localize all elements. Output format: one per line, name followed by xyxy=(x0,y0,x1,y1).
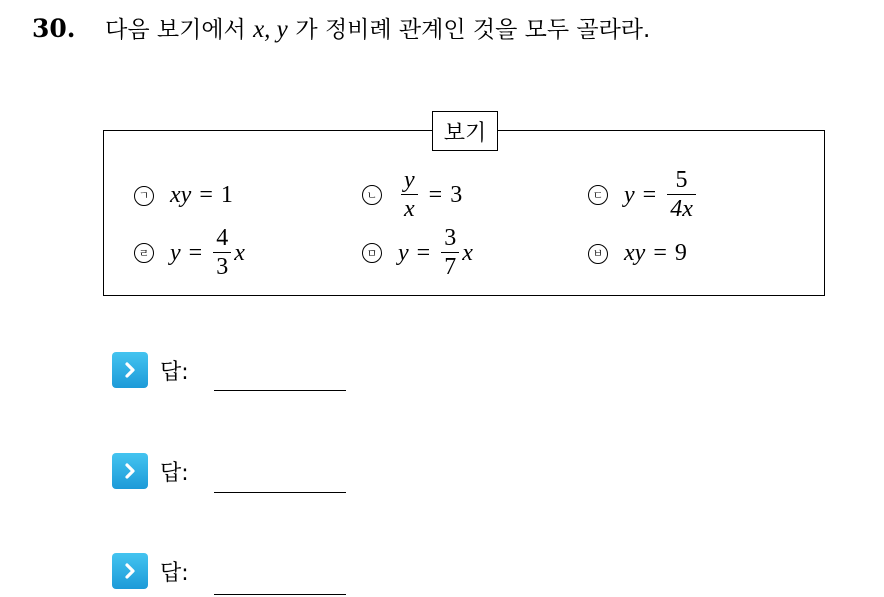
choice-marker: ㄹ xyxy=(134,243,154,263)
choice-equation xyxy=(170,226,245,280)
choice-item-6 xyxy=(588,240,687,267)
equals-sign: = xyxy=(416,239,431,266)
choice-equation xyxy=(624,168,699,222)
answer-label: 답: xyxy=(160,460,189,486)
fraction-numerator: 3 xyxy=(444,225,457,251)
equation-lhs: y xyxy=(624,181,635,208)
fraction-numerator: 5 xyxy=(675,167,688,193)
answer-label: 답: xyxy=(160,560,189,586)
chevron-right-icon xyxy=(112,553,148,589)
equals-sign: = xyxy=(188,239,203,266)
question-line xyxy=(32,12,650,47)
fraction xyxy=(667,168,696,222)
equation-lhs: xy xyxy=(624,240,646,266)
choice-item-3 xyxy=(588,168,699,222)
fraction xyxy=(401,168,418,222)
choice-item-4 xyxy=(134,226,245,280)
choice-marker: ㅁ xyxy=(362,243,382,263)
answer-row-2 xyxy=(112,453,189,489)
chevron-right-icon xyxy=(112,453,148,489)
equation-lhs: xy xyxy=(170,182,192,208)
equals-sign: = xyxy=(653,240,667,266)
fraction xyxy=(441,226,459,280)
choice-equation xyxy=(398,226,473,280)
choice-marker: ㄷ xyxy=(588,185,608,205)
choice-marker: ㄱ xyxy=(134,186,154,206)
fraction-numerator: 4 xyxy=(216,225,229,251)
answer-input-line-3[interactable] xyxy=(214,580,346,595)
choice-equation xyxy=(624,240,687,267)
choice-item-5 xyxy=(362,226,473,280)
question-number: 30. xyxy=(32,14,76,43)
equation-lhs: y xyxy=(398,239,409,266)
fraction-numerator: y xyxy=(404,167,415,193)
choice-marker: ㄴ xyxy=(362,185,382,205)
question-text-after: 가 정비례 관계인 것을 모두 골라라. xyxy=(295,17,651,43)
fraction-denominator: x xyxy=(401,194,418,222)
example-box-title: 보기 xyxy=(432,111,498,151)
fraction-denominator: 3 xyxy=(213,252,231,280)
answer-row-3 xyxy=(112,553,189,589)
equation-rhs: 9 xyxy=(674,240,687,266)
choice-marker: ㅂ xyxy=(588,244,608,264)
choice-equation xyxy=(170,182,233,209)
answer-input-line-1[interactable] xyxy=(214,376,346,391)
question-variables: x, y xyxy=(253,16,288,43)
equals-sign: = xyxy=(199,182,213,208)
choice-equation xyxy=(398,168,462,222)
fraction-denominator: 7 xyxy=(441,252,459,280)
chevron-right-icon xyxy=(112,352,148,388)
equals-sign: = xyxy=(642,181,657,208)
answer-row-1 xyxy=(112,352,189,388)
answer-input-line-2[interactable] xyxy=(214,478,346,493)
equation-lhs: y xyxy=(170,239,181,266)
equals-sign: = xyxy=(428,181,443,208)
equation-tail: x xyxy=(462,239,473,266)
equation-rhs: 1 xyxy=(220,182,233,208)
fraction xyxy=(213,226,231,280)
equation-rhs: 3 xyxy=(450,181,463,208)
choice-item-2 xyxy=(362,168,462,222)
question-text-before: 다음 보기에서 xyxy=(105,17,254,43)
choice-item-1 xyxy=(134,182,233,209)
fraction-denominator: 4x xyxy=(667,194,696,222)
answer-label: 답: xyxy=(160,359,189,385)
equation-tail: x xyxy=(234,239,245,266)
